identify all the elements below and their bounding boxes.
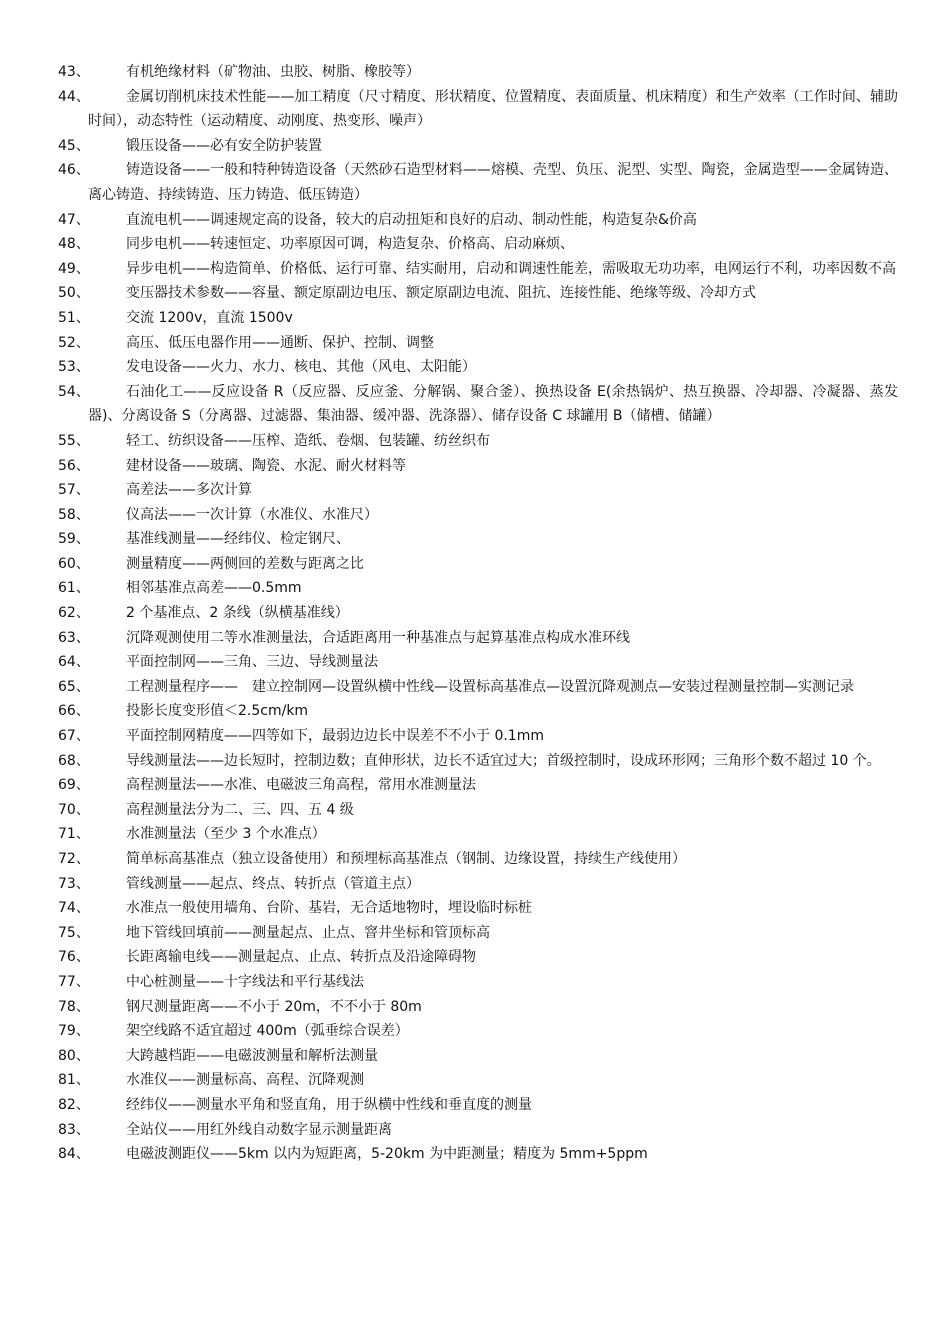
item-number: 71、 [58,826,90,843]
item-text: 架空线路不适宜超过 400m（弧垂综合误差） [126,1023,409,1040]
item-text: 发电设备——火力、水力、核电、其他（风电、太阳能） [126,359,476,376]
item-text: 相邻基准点高差——0.5mm [126,580,302,597]
item-number: 43、 [58,64,90,80]
list-item [0,527,950,552]
list-item [0,503,950,528]
list-item [0,749,950,774]
item-text: 水准仪——测量标高、高程、沉降观测 [126,1072,364,1089]
item-text: 铸造设备——一般和特种铸造设备（天然砂石造型材料——熔模、壳型、负压、泥型、实型、陶瓷，金属造型——金属铸造、离心铸造、持续铸造、压力铸造、低压铸造） [88,162,898,203]
item-number: 47、 [58,211,90,228]
list-item [0,552,950,577]
item-text: 管线测量——起点、终点、转折点（管道主点） [126,875,420,892]
item-number: 73、 [58,875,90,892]
item-text: 全站仪——用红外线自动数字显示测量距离 [126,1121,392,1138]
list-item [0,601,950,626]
item-text: 地下管线回填前——测量起点、止点、窨井坐标和管顶标高 [126,924,490,941]
item-text: 投影长度变形值＜2.5cm/km [126,703,309,720]
item-text: 轻工、纺织设备——压榨、造纸、卷烟、包装罐、纺丝织布 [126,432,490,449]
list-item [0,896,950,921]
list-item [0,822,950,847]
item-text: 锻压设备——必有安全防护装置 [126,137,322,154]
list-item [0,1068,950,1093]
item-number: 80、 [58,1047,90,1064]
item-number: 63、 [58,629,90,646]
list-item [0,847,950,872]
item-number: 77、 [58,973,90,990]
item-text: 高差法——多次计算 [126,482,252,499]
list-item [0,872,950,897]
list-item [0,257,950,282]
item-number: 52、 [58,334,90,351]
item-number: 72、 [58,851,90,867]
item-text: 石油化工——反应设备 R（反应器、反应釜、分解锅、聚合釜）、换热设备 E(余热锅炉、热互换器、冷却器、冷凝器、蒸发器)、分离设备 S（分离器、过滤器、集油器、缓冲器、洗涤器）、储存设备 C 球罐用 B（储槽、储罐） [88,383,898,425]
item-text: 测量精度——两侧回的差数与距离之比 [126,555,364,572]
item-text: 同步电机——转速恒定、功率原因可调，构造复杂、价格高、启动麻烦、 [126,236,574,253]
item-text: 高程测量法——水准、电磁波三角高程，常用水准测量法 [126,777,476,794]
item-text: 平面控制网——三角、三边、导线测量法 [126,654,378,671]
item-number: 69、 [58,777,90,794]
item-number: 74、 [58,900,90,917]
list-item [0,232,950,257]
item-number: 51、 [58,309,90,326]
list-item [0,699,950,724]
item-text: 直流电机——调速规定高的设备，较大的启动扭矩和良好的启动、制动性能，构造复杂&价高 [126,211,697,228]
item-number: 76、 [58,949,90,966]
list-item [0,773,950,798]
list-item [0,454,950,479]
list-item [0,134,950,159]
item-text: 2 个基准点、2 条线（纵横基准线） [126,605,349,622]
item-text: 异步电机——构造简单、价格低、运行可靠、结实耐用，启动和调速性能差，需吸取无功功率，电网运行不利，功率因数不高 [126,260,896,277]
list-item [0,380,950,429]
list-item [0,1044,950,1069]
item-text: 电磁波测距仪——5km 以内为短距离，5-20km 为中距测量；精度为 5mm+5ppm [126,1146,648,1163]
item-number: 62、 [58,605,90,622]
item-number: 56、 [58,457,90,474]
list-item [0,921,950,946]
item-text: 仪高法——一次计算（水准仪、水准尺） [126,506,378,523]
item-text: 建材设备——玻璃、陶瓷、水泥、耐火材料等 [126,457,406,474]
item-text: 高压、低压电器作用——通断、保护、控制、调整 [126,334,434,351]
list-item [0,355,950,380]
item-text: 经纬仪——测量水平角和竖直角，用于纵横中性线和垂直度的测量 [126,1096,532,1113]
list-item [0,995,950,1020]
item-text: 水准测量法（至少 3 个水准点） [126,826,326,843]
list-item [0,85,950,134]
item-text: 工程测量程序—— 建立控制网—设置纵横中性线—设置标高基准点—设置沉降观测点—安装过程测量控制—实测记录 [126,678,854,695]
item-number: 82、 [58,1096,90,1113]
item-number: 49、 [58,260,90,277]
item-number: 46、 [58,162,90,179]
item-text: 高程测量法分为二、三、四、五 4 级 [126,801,354,818]
list-item [0,158,950,207]
list-item [0,675,950,700]
list-item [0,60,950,85]
list-item [0,626,950,651]
item-text: 沉降观测使用二等水准测量法，合适距离用一种基准点与起算基准点构成水准环线 [126,629,630,646]
item-text: 交流 1200v，直流 1500v [126,309,293,326]
item-number: 57、 [58,482,90,499]
item-text: 有机绝缘材料（矿物油、虫胶、树脂、橡胶等） [126,64,420,80]
list-item [0,1118,950,1143]
list-item [0,1142,950,1167]
item-number: 50、 [58,285,90,302]
list-item [0,281,950,306]
item-number: 64、 [58,654,90,671]
list-item [0,306,950,331]
list-item [0,429,950,454]
list-item [0,650,950,675]
list-item [0,576,950,601]
item-number: 48、 [58,236,90,253]
list-item [0,1019,950,1044]
item-text: 中心桩测量——十字线法和平行基线法 [126,973,364,990]
item-text: 钢尺测量距离——不小于 20m，不不小于 80m [126,998,422,1015]
item-number: 58、 [58,506,90,523]
item-number: 53、 [58,359,90,376]
item-number: 81、 [58,1072,90,1089]
item-number: 79、 [58,1023,90,1040]
item-number: 66、 [58,703,90,720]
list-item [0,945,950,970]
list-item [0,970,950,995]
item-number: 84、 [58,1146,90,1163]
list-item [0,208,950,233]
item-text: 金属切削机床技术性能——加工精度（尺寸精度、形状精度、位置精度、表面质量、机床精度）和生产效率（工作时间、辅助时间），动态特性（运动精度、动刚度、热变形、噪声） [88,88,898,130]
item-text: 变压器技术参数——容量、额定原副边电压、额定原副边电流、阻抗、连接性能、绝缘等级、冷却方式 [126,285,756,302]
list-item [0,478,950,503]
item-number: 75、 [58,924,90,941]
item-number: 45、 [58,137,90,154]
item-number: 83、 [58,1121,90,1138]
item-text: 长距离输电线——测量起点、止点、转折点及沿途障碍物 [126,949,476,966]
list-item [0,1093,950,1118]
list-item [0,331,950,356]
list-item [0,724,950,749]
item-text: 简单标高基准点（独立设备使用）和预埋标高基准点（钢制、边缘设置，持续生产线使用） [126,851,686,867]
item-number: 55、 [58,432,90,449]
item-text: 平面控制网精度——四等如下，最弱边边长中误差不不小于 0.1mm [126,728,544,745]
item-number: 61、 [58,580,90,597]
item-text: 大跨越档距——电磁波测量和解析法测量 [126,1047,378,1064]
item-number: 54、 [58,383,90,400]
item-number: 68、 [58,752,90,769]
item-text: 水准点一般使用墙角、台阶、基岩，无合适地物时，埋设临时标桩 [126,900,532,917]
item-text: 基准线测量——经纬仪、检定钢尺、 [126,531,350,548]
document-page [0,60,950,1167]
item-number: 59、 [58,531,90,548]
item-number: 70、 [58,801,90,818]
item-number: 78、 [58,998,90,1015]
item-number: 44、 [58,88,90,105]
item-number: 60、 [58,555,90,572]
item-text: 导线测量法——边长短时，控制边数；直伸形状，边长不适宜过大；首级控制时，设成环形网；三角形个数不超过 10 个。 [126,752,881,769]
item-number: 67、 [58,728,90,745]
list-item [0,798,950,823]
item-number: 65、 [58,678,90,695]
